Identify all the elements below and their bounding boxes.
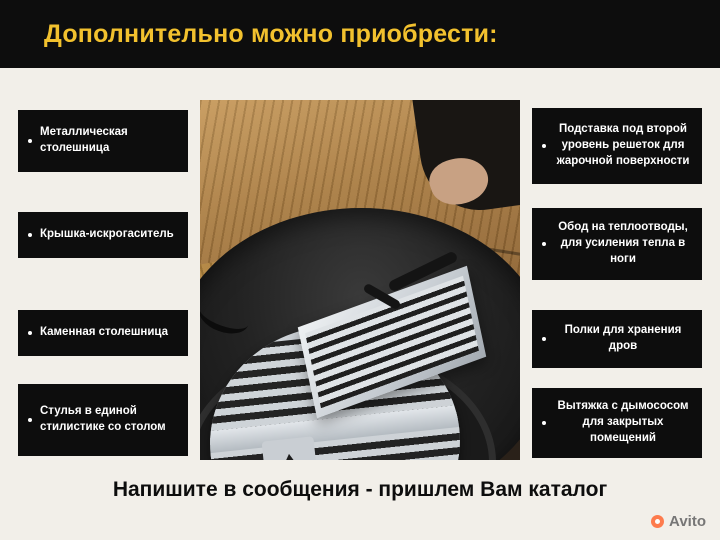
list-item-label: Каменная столешница (40, 326, 169, 339)
avito-logo-icon (651, 515, 664, 528)
list-item (532, 310, 702, 368)
watermark (651, 513, 706, 530)
bullet-icon (28, 418, 32, 422)
list-item-label: Стулья в единой стилистике со столом (40, 405, 166, 433)
triangle-icon (276, 453, 304, 460)
bullet-icon (542, 337, 546, 341)
brazier-handle-icon (200, 292, 254, 340)
list-item (18, 310, 188, 356)
list-item-label: Металлическая столешница (40, 126, 128, 154)
bullet-icon (28, 331, 32, 335)
header-band (0, 0, 720, 68)
brazier-body (200, 208, 520, 460)
list-item (532, 108, 702, 184)
list-item (18, 110, 188, 172)
page-title: Дополнительно можно приобрести: (44, 19, 498, 48)
bullet-icon (542, 144, 546, 148)
bullet-icon (28, 233, 32, 237)
list-item (18, 384, 188, 456)
product-photo (200, 100, 520, 460)
bullet-icon (28, 139, 32, 143)
list-item-label: Крышка-искрогаситель (40, 228, 174, 241)
watermark-label: Avito (669, 513, 706, 530)
list-item-label: Подставка под второй уровень решеток для жарочной поверхности (556, 123, 690, 167)
list-item-label: Вытяжка с дымососом для закрытых помещений (557, 400, 689, 444)
list-item (532, 208, 702, 280)
brand-logo-icon (262, 436, 319, 460)
bullet-icon (542, 242, 546, 246)
list-item-label: Обод на теплоотводы, для усиления тепла в ноги (558, 221, 688, 265)
footer-band (0, 470, 720, 510)
footer-caption: Напишите в сообщения - пришлем Вам каталог (112, 478, 608, 501)
list-item (18, 212, 188, 258)
bullet-icon (542, 421, 546, 425)
list-item-label: Полки для хранения дров (564, 324, 682, 352)
list-item (532, 388, 702, 458)
